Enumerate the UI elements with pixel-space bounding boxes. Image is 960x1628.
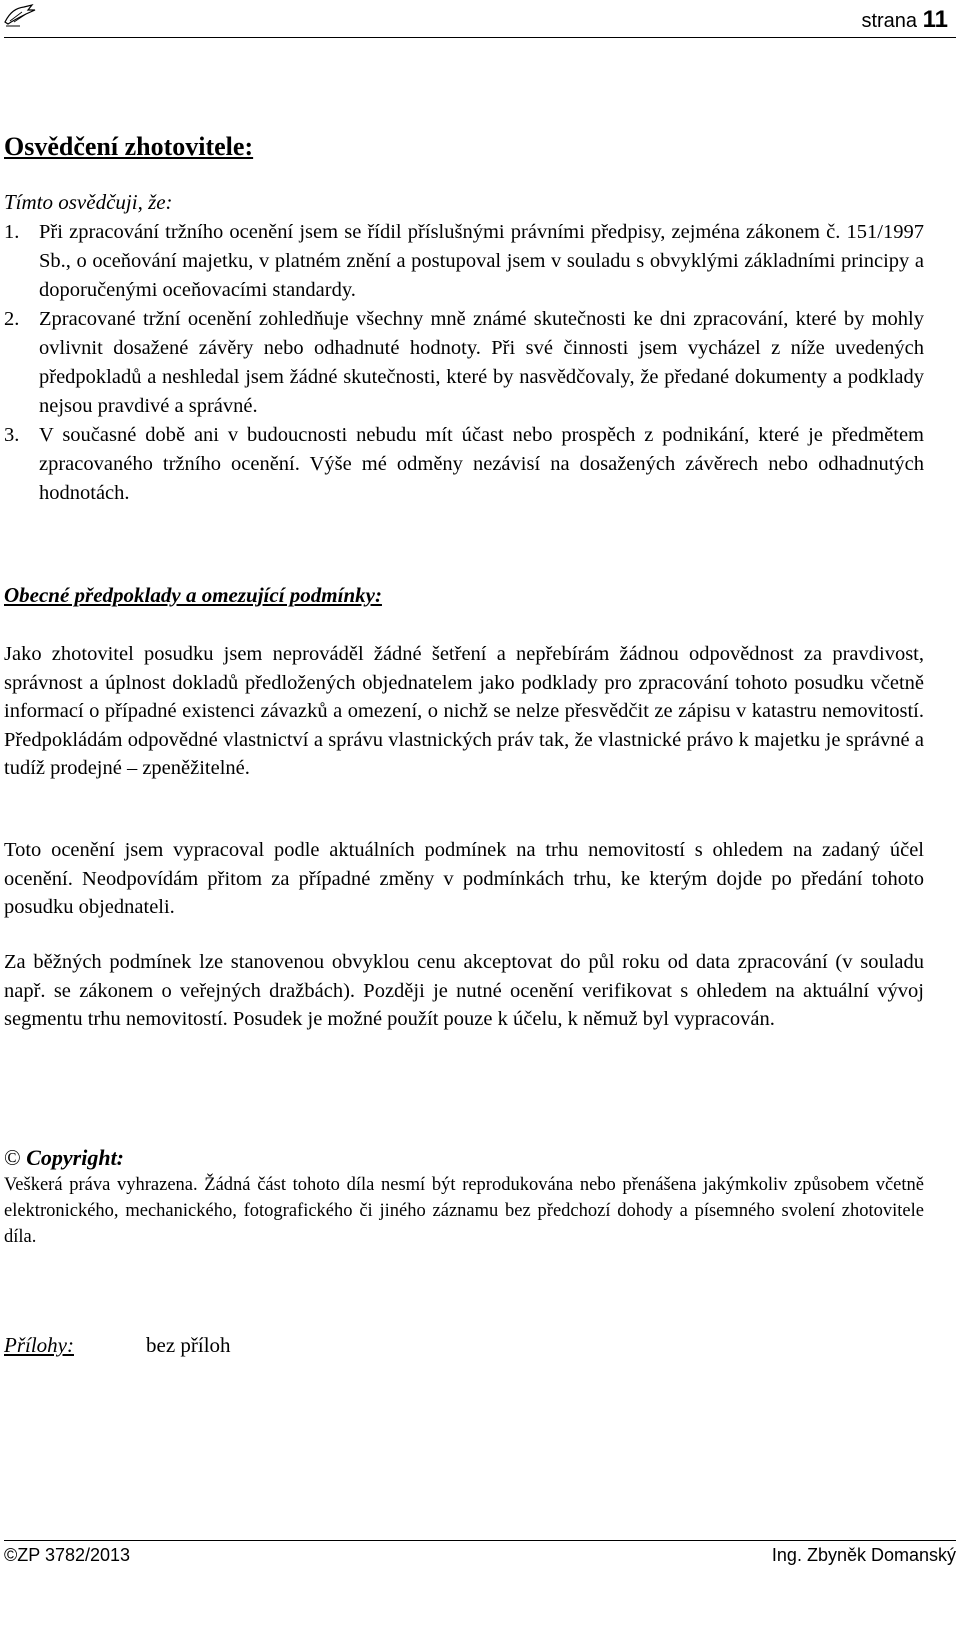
- page-number: [861, 6, 948, 34]
- conditions-paragraph: Toto ocenění jsem vypracoval podle aktuálních podmínek na trhu nemovitostí s ohledem na zadaný účel ocenění. Neodpovídám přitom za případné změny v podmínkách trhu, ke kterým dojde po předání tohoto posudku objednateli.: [4, 839, 924, 918]
- attachments-label: Přílohy:: [4, 1333, 74, 1357]
- list-item-number: 2.: [4, 308, 20, 330]
- conditions-paragraph: Jako zhotovitel posudku jsem neprováděl žádné šetření a nepřebírám žádnou odpovědnost za pravdivost, správnost a úplnost dokladů předložených objednatelem jako podklady pro zpracování tohoto posudku včetně informací o případné existenci závazků a omezení, o nichž se nelze přesvědčit ze zápisu v katastru nemovitostí. Předpokládám odpovědné vlastnictví a správu vlastnických práv tak, že vlastnické právo k majetku je správné a tudíž prodejné – zpeněžitelné.: [4, 643, 924, 779]
- company-logo-icon: [2, 2, 38, 30]
- list-item-text: Zpracované tržní ocenění zohledňuje všechny mně známé skutečnosti ke dni zpracování, které by mohly ovlivnit dosažené závěry nebo odhadnuté hodnoty. Při své činnosti jsem vycházel z níže uvedených předpokladů a neshledal jsem žádné skutečnosti, které by nasvědčovaly, že předané dokumenty a podklady nejsou pravdivé a správné.: [39, 308, 924, 417]
- footer-reference: ©ZP 3782/2013: [4, 1545, 131, 1565]
- list-item-text: V současné době ani v budoucnosti nebudu mít účast nebo prospěch z podnikání, které je předmětem zpracovaného tržního ocenění. Výše mé odměny nezávisí na dosažených závěrech nebo odhadnutých hodnotách.: [39, 424, 924, 504]
- footer-author: Ing. Zbyněk Domanský: [771, 1545, 956, 1565]
- certification-list: [4, 218, 924, 508]
- conditions-title: Obecné předpoklady a omezující podmínky:: [4, 583, 382, 607]
- copyright-heading: [4, 1145, 124, 1171]
- list-item-number: 1.: [4, 221, 20, 243]
- page-label: strana: [861, 10, 918, 32]
- list-item: [4, 305, 924, 421]
- page-number-value: 11: [922, 6, 948, 33]
- certification-title: Osvědčení zhotovitele:: [4, 132, 254, 161]
- copyright-title: Copyright:: [26, 1145, 125, 1170]
- conditions-paragraph: Za běžných podmínek lze stanovenou obvyklou cenu akceptovat do půl roku od data zpracování (v souladu např. se zákonem o veřejných dražbách). Později je nutné ocenění verifikovat s ohledem na aktuální vývoj segmentu trhu nemovitostí. Posudek je možné použít pouze k účelu, k němuž byl vypracován.: [4, 951, 924, 1030]
- header-divider: [4, 37, 956, 38]
- list-item: [4, 218, 924, 305]
- list-item: [4, 421, 924, 508]
- footer-divider: [4, 1540, 956, 1541]
- copyright-text: Veškerá práva vyhrazena. Žádná část tohoto díla nesmí být reprodukována nebo přenášena jakýmkoliv způsobem včetně elektronického, mechanického, fotografického či jiného záznamu bez předchozí dohody a písemného svolení zhotovitele díla.: [4, 1175, 924, 1247]
- list-item-text: Při zpracování tržního ocenění jsem se řídil příslušnými právními předpisy, zejména zákonem č. 151/1997 Sb., o oceňování majetku, v platném znění a postupoval jsem v souladu s obvyklými základními principy a doporučenými oceňovacími standardy.: [39, 221, 924, 301]
- attachments-value: bez příloh: [146, 1333, 231, 1357]
- list-item-number: 3.: [4, 424, 20, 446]
- copyright-icon: ©: [4, 1145, 21, 1170]
- certification-intro: Tímto osvědčuji, že:: [4, 190, 173, 214]
